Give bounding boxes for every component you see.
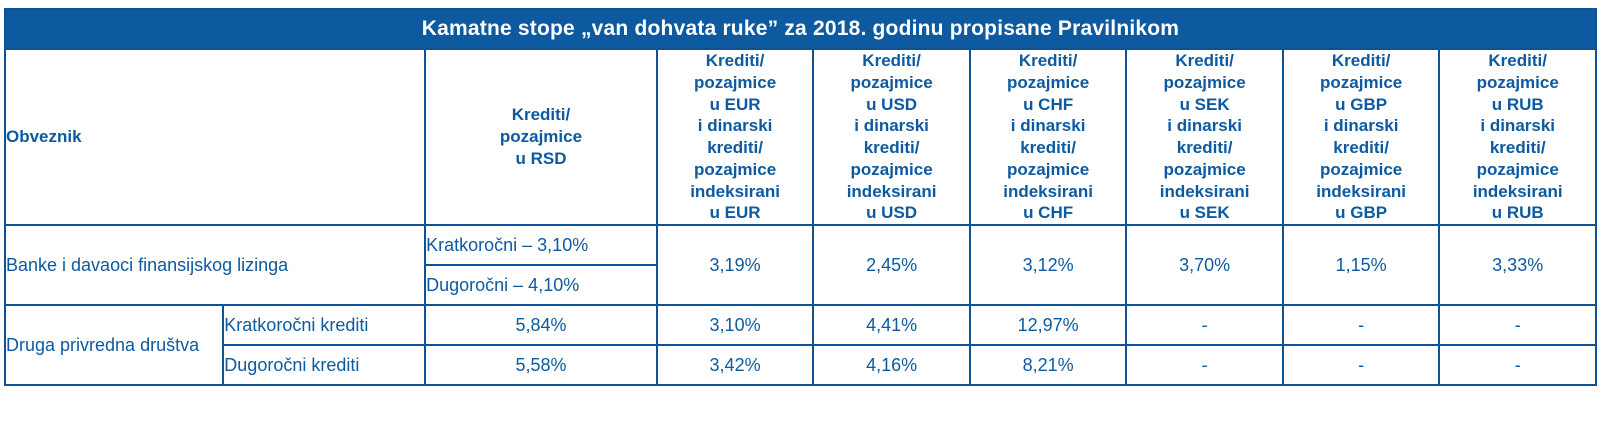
header-currency-sek: Krediti/ pozajmice u SEK i dinarski krediti/ pozajmice indeksirani u SEK (1126, 49, 1283, 225)
row-banke-value-rub: 3,33% (1439, 225, 1596, 305)
row-druga-long-value-usd: 4,16% (813, 345, 970, 385)
row-druga-sub-short-label: Kratkoročni krediti (223, 305, 425, 345)
row-banke-rsd-short: Kratkoročni – 3,10% (425, 225, 657, 265)
row-druga-long-value-sek: - (1126, 345, 1283, 385)
row-druga-long-value-rub: - (1439, 345, 1596, 385)
row-banke-value-sek: 3,70% (1126, 225, 1283, 305)
row-druga-short-rsd: 5,84% (425, 305, 657, 345)
row-druga-long-rsd: 5,58% (425, 345, 657, 385)
row-druga-short-value-eur: 3,10% (657, 305, 814, 345)
row-banke-rsd-long: Dugoročni – 4,10% (425, 265, 657, 305)
row-druga-long-value-gbp: - (1283, 345, 1440, 385)
header-currency-eur: Krediti/ pozajmice u EUR i dinarski krediti/ pozajmice indeksirani u EUR (657, 49, 814, 225)
row-druga-short-value-rub: - (1439, 305, 1596, 345)
header-currency-rub: Krediti/ pozajmice u RUB i dinarski krediti/ pozajmice indeksirani u RUB (1439, 49, 1596, 225)
row-druga-short-value-sek: - (1126, 305, 1283, 345)
table-header-row (5, 49, 1596, 225)
row-label-druga-drustva: Druga privredna društva (5, 305, 223, 385)
row-druga-short-value-gbp: - (1283, 305, 1440, 345)
header-rsd: Krediti/ pozajmice u RSD (425, 49, 657, 225)
interest-rates-table (4, 8, 1597, 386)
table-title: Kamatne stope „van dohvata ruke” za 2018. godinu propisane Pravilnikom (5, 9, 1596, 49)
table-row (5, 305, 1596, 345)
row-druga-short-value-chf: 12,97% (970, 305, 1127, 345)
header-currency-usd: Krediti/ pozajmice u USD i dinarski krediti/ pozajmice indeksirani u USD (813, 49, 970, 225)
row-banke-value-usd: 2,45% (813, 225, 970, 305)
row-label-banke: Banke i davaoci finansijskog lizinga (5, 225, 425, 305)
row-druga-sub-long-label: Dugoročni krediti (223, 345, 425, 385)
row-druga-long-value-eur: 3,42% (657, 345, 814, 385)
table-title-row (5, 9, 1596, 49)
row-banke-value-eur: 3,19% (657, 225, 814, 305)
header-obveznik: Obveznik (5, 49, 425, 225)
table-row (5, 225, 1596, 265)
row-banke-value-chf: 3,12% (970, 225, 1127, 305)
row-druga-long-value-chf: 8,21% (970, 345, 1127, 385)
row-druga-short-value-usd: 4,41% (813, 305, 970, 345)
table-row (5, 345, 1596, 385)
header-currency-chf: Krediti/ pozajmice u CHF i dinarski krediti/ pozajmice indeksirani u CHF (970, 49, 1127, 225)
header-currency-gbp: Krediti/ pozajmice u GBP i dinarski krediti/ pozajmice indeksirani u GBP (1283, 49, 1440, 225)
row-banke-value-gbp: 1,15% (1283, 225, 1440, 305)
